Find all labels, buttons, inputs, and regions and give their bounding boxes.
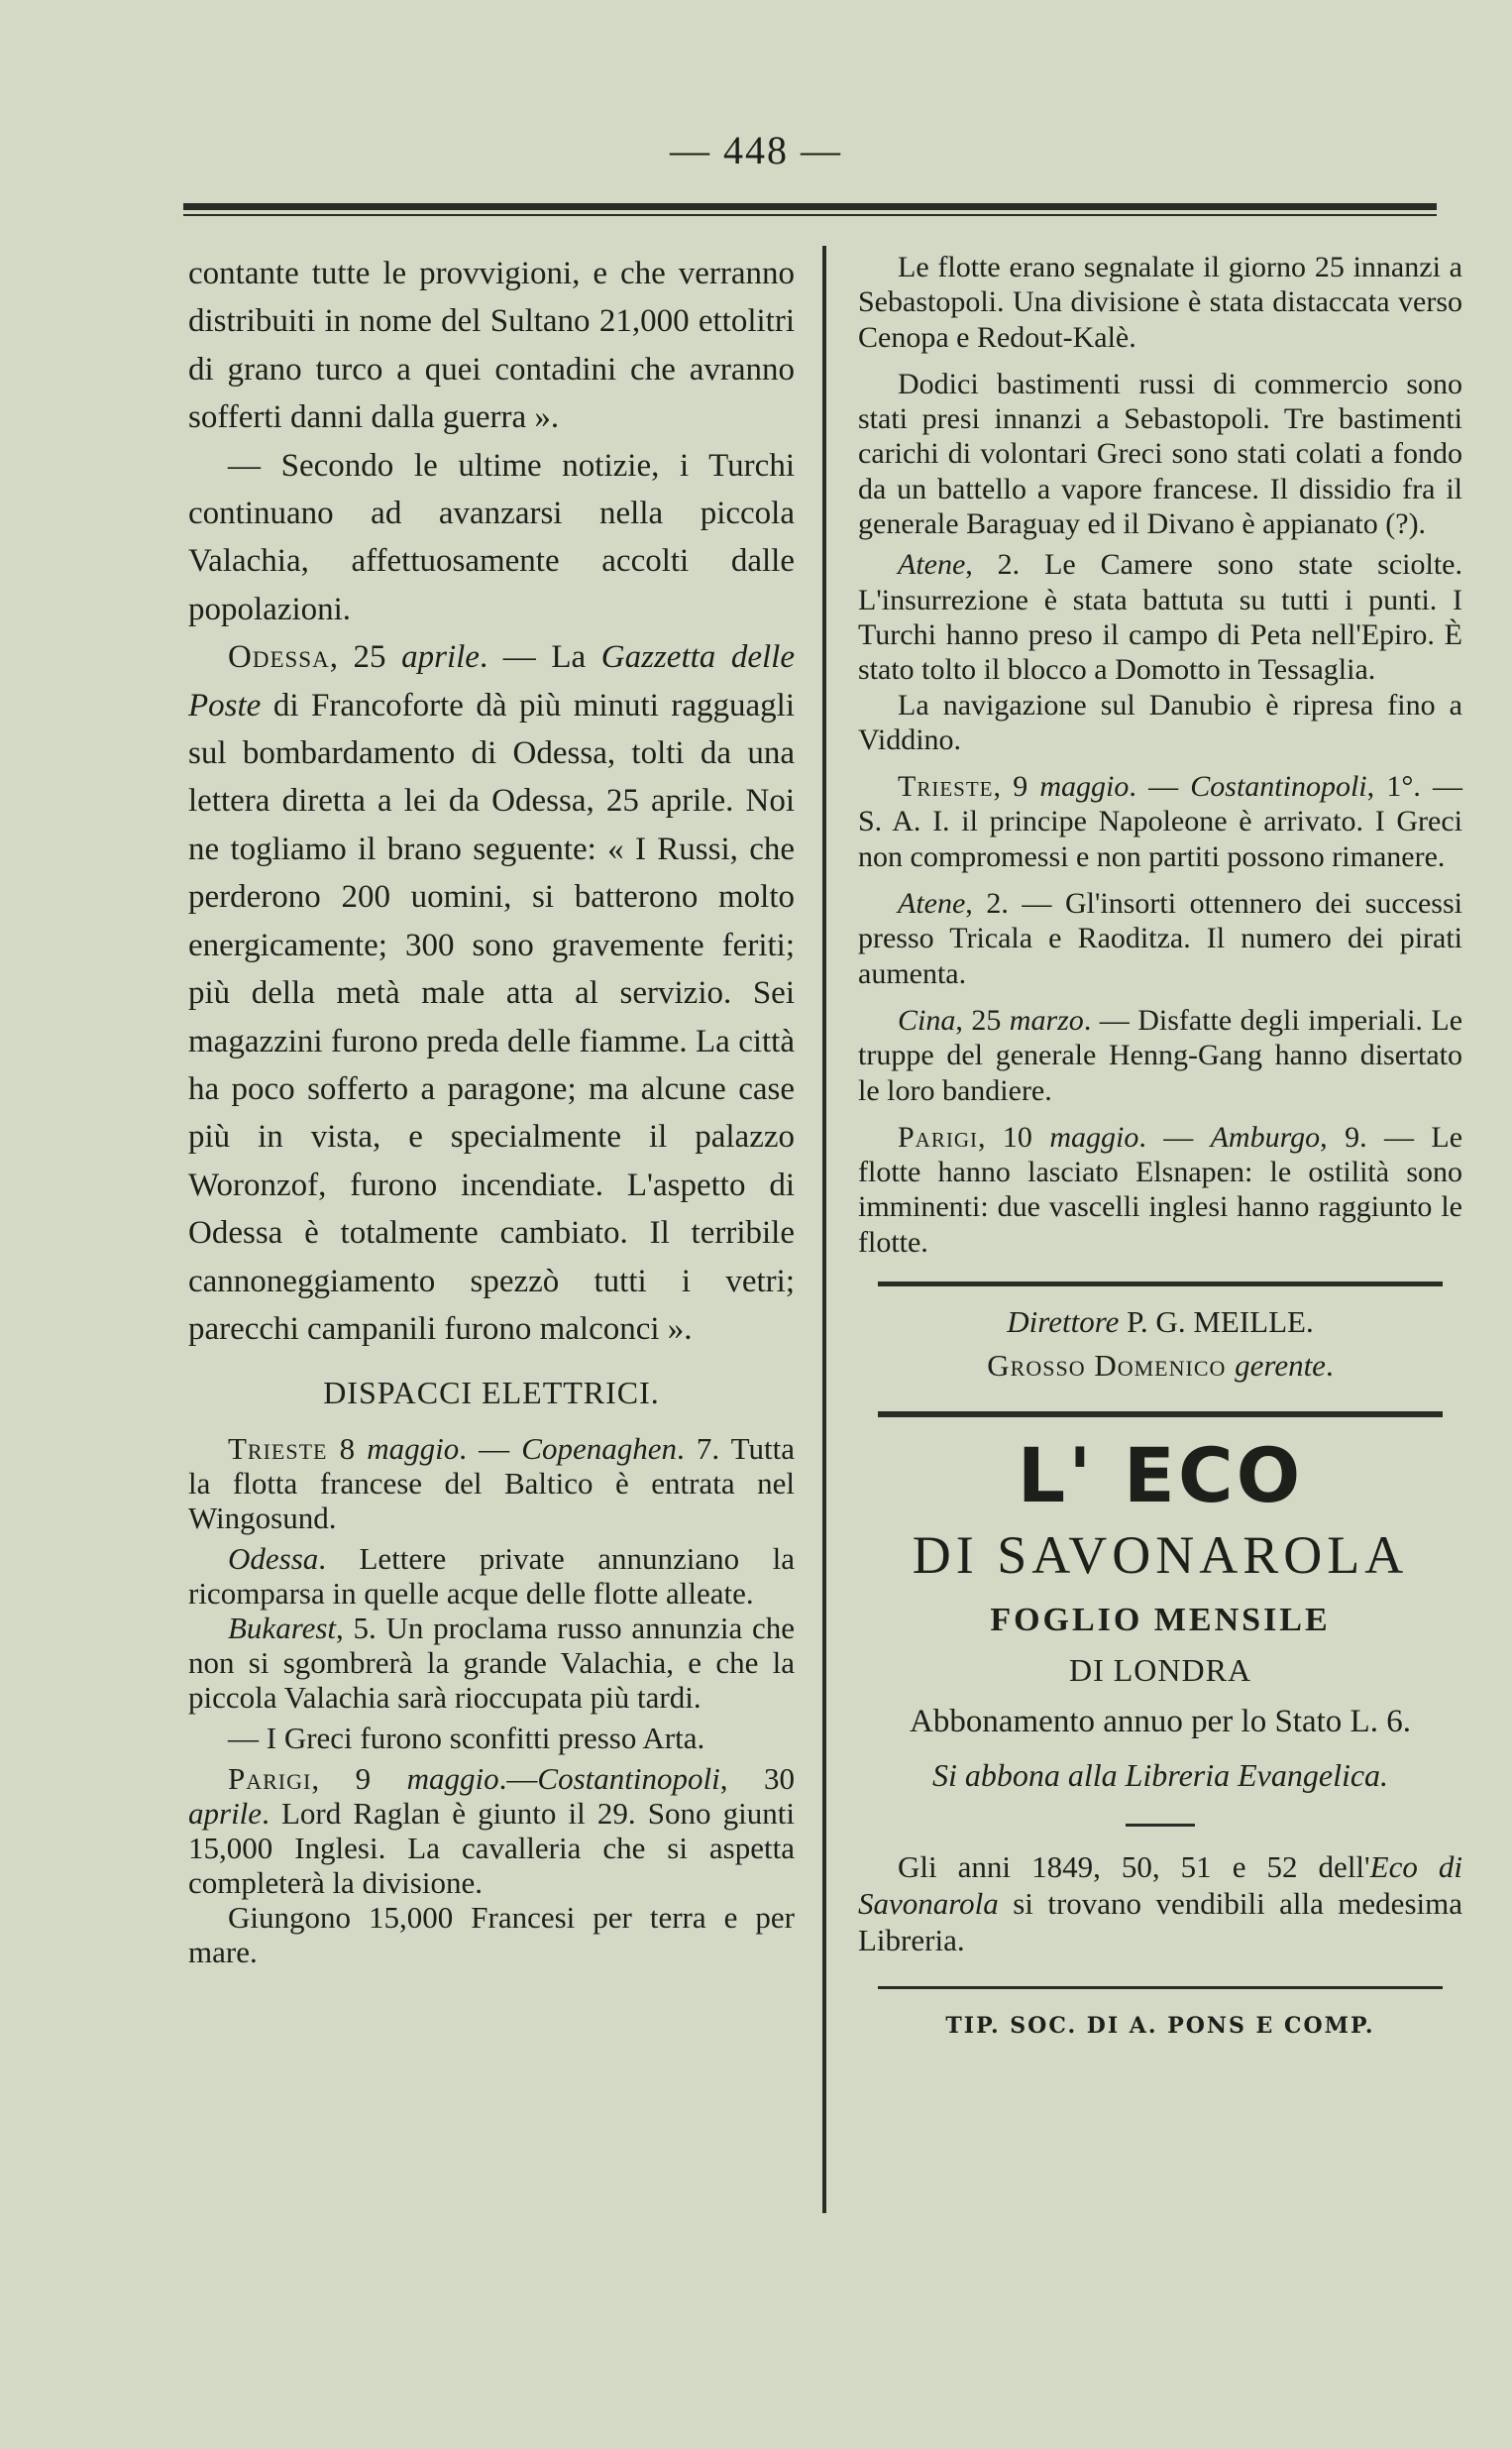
paragraph-danubio: La navigazione sul Danubio è ripresa fino a Viddino.	[858, 688, 1462, 756]
dispatch-francesi: Giungono 15,000 Francesi per terra e per mare.	[188, 1899, 795, 1969]
dispatch-atene-insorti	[858, 886, 1462, 991]
advert-annate-text-end: si trovano vendibili alla medesima Libreria.	[858, 1886, 1462, 1958]
paragraph-turchi-valachia: — Secondo le ultime notizie, i Turchi continuano ad avanzarsi nella piccola Valachia, affettuosamente accolti dalle popolazioni.	[188, 447, 795, 627]
dateline-day: 8	[327, 1430, 368, 1466]
paragraph-bastimenti: Dodici bastimenti russi di commercio sono stati presi innanzi a Sebastopoli. Tre bastimenti carichi di volontari Greci sono stati colati a fondo da un battello a vapore francese. Il dissidio fra il generale Baraguay ed il Divano è appianato (?).	[858, 367, 1462, 541]
dispatch-trieste-9	[858, 769, 1462, 874]
dispatch-city: Costantinopoli	[537, 1760, 720, 1796]
dateline-dash: . — La	[479, 639, 601, 676]
dateline-month: maggio	[1039, 770, 1130, 804]
dateline-dash: .—	[498, 1760, 538, 1796]
dispatch-city: Costantinopoli	[1190, 770, 1367, 804]
advert-short-rule	[1126, 1824, 1195, 1827]
dispatch-city: Amburgo	[1210, 1120, 1321, 1154]
dispatch-bukarest	[188, 1611, 795, 1715]
advert-annate	[858, 1848, 1462, 1958]
dateline-month: maggio	[406, 1760, 499, 1796]
dateline-day: , 9	[993, 770, 1040, 804]
dispatch-city: Bukarest	[228, 1610, 337, 1645]
advert-title: L' ECO	[1017, 1431, 1304, 1520]
dateline-place: Parigi	[898, 1120, 979, 1154]
signature-end: .	[1325, 1348, 1334, 1384]
signature-role: gerente	[1235, 1348, 1326, 1384]
printer-imprint: TIP. SOC. DI A. PONS E COMP.	[945, 2013, 1375, 2040]
dispatch-text: . — Disfatte degli imperiali. Le truppe del generale Henng-Gang hanno disertato le loro bandiere.	[858, 1003, 1463, 1107]
dispatch-odessa	[188, 1541, 795, 1611]
dispatch-parigi-10	[858, 1120, 1462, 1260]
page-number: — 448 —	[670, 128, 842, 172]
header-rule	[183, 203, 1437, 210]
dateline-place: Parigi	[228, 1760, 312, 1796]
dispatch-text: . 7. Tutta la flotta francese del Baltico è entrata nel Wingosund.	[188, 1430, 796, 1535]
advert-eco-savonarola	[858, 1431, 1462, 2044]
signature-direttore	[858, 1300, 1462, 1344]
dispatch-parigi	[188, 1761, 795, 1900]
paragraph-odessa-bombardamento	[188, 633, 795, 1353]
dateline-dash: . —	[459, 1430, 522, 1466]
dispatch-city: Atene	[898, 887, 966, 921]
dateline-month: maggio	[367, 1430, 460, 1466]
dateline-day: , 10	[978, 1120, 1050, 1154]
dateline-dash: . —	[1138, 1120, 1211, 1154]
section-heading-dispacci: DISPACCI ELETTRICI.	[323, 1375, 660, 1411]
dispatch-month: aprile	[188, 1795, 263, 1831]
dateline-month: aprile	[401, 639, 480, 676]
signature-role: Direttore	[1007, 1304, 1120, 1340]
dispatches-block	[188, 1431, 795, 1969]
signature-name: P. G. MEILLE.	[1119, 1304, 1314, 1340]
advert-libreria: Si abbona alla Libreria Evangelica.	[931, 1757, 1389, 1794]
advert-annate-title: Eco di Savonarola	[858, 1849, 1462, 1922]
dispatch-text: . Lord Raglan è giunto il 29. Sono giunti 15,000 Inglesi. La cavalleria che si aspetta completerà la divisione.	[188, 1795, 795, 1900]
dispatch-text: , 9. — Le flotte hanno lasciato Elsnapen: le ostilità sono imminenti: due vascelli inglesi hanno raggiunto le flotte.	[858, 1120, 1463, 1259]
dispatch-text: . Lettere private annunziano la ricomparsa in quelle acque delle flotte alleate.	[188, 1540, 795, 1611]
dateline-place: Trieste	[898, 770, 994, 804]
dispatch-text: , 2. — Gl'insorti ottennero dei successi presso Tricala e Raoditza. Il numero dei pirati aumenta.	[858, 887, 1462, 990]
dispatch-city: Odessa	[228, 1540, 319, 1576]
advert-bottom-rule	[878, 1986, 1443, 1989]
signature-gerente	[858, 1344, 1462, 1388]
advert-top-rule	[878, 1411, 1443, 1417]
signature-name: Grosso Domenico	[987, 1348, 1236, 1384]
paragraph-provvigioni: contante tutte le provvigioni, e che verranno distribuiti in nome del Sultano 21,000 ettolitri di grano turco a quei contadini che avranno sofferti danni dalla guerra ».	[188, 256, 795, 436]
dateline-place: Odessa	[228, 639, 330, 676]
dispatch-trieste	[188, 1431, 795, 1535]
dispatch-month: marzo	[1009, 1003, 1084, 1037]
signature-rule	[878, 1281, 1443, 1286]
dateline-place: Trieste	[228, 1430, 328, 1466]
header-rule-thin	[183, 214, 1437, 216]
left-column	[188, 250, 795, 1969]
advert-abbonamento: Abbonamento annuo per lo Stato L. 6.	[910, 1704, 1411, 1740]
column-divider	[822, 246, 826, 2213]
newspaper-name: Gazzetta delle Poste	[188, 639, 796, 724]
advert-subtitle: DI SAVONAROLA	[912, 1525, 1409, 1586]
advert-annate-text: Gli anni 1849, 50, 51 e 52 dell'	[898, 1849, 1370, 1885]
dispatch-city: Atene	[898, 548, 966, 582]
dispatch-day: , 25	[955, 1003, 1010, 1037]
dateline-dash: . —	[1129, 770, 1191, 804]
paragraph-flotte-sebastopoli: Le flotte erano segnalate il giorno 25 innanzi a Sebastopoli. Una divisione è stata distaccata verso Cenopa e Redout-Kalè.	[858, 251, 1462, 354]
dispatch-text: , 1°. — S. A. I. il principe Napoleone è arrivato. I Greci non compromessi e non partiti possono rimanere.	[858, 770, 1463, 873]
dateline-month: maggio	[1049, 1120, 1139, 1154]
dispatch-city: Copenaghen	[521, 1430, 677, 1466]
right-column	[858, 250, 1462, 2044]
dispatch-atene-camere	[858, 547, 1462, 687]
dispatch-city: Cina	[898, 1003, 956, 1037]
advert-londra: DI LONDRA	[1068, 1652, 1252, 1689]
dateline-day: , 25	[329, 639, 402, 676]
dateline-day: , 9	[311, 1760, 407, 1796]
dispatch-greci-arta: — I Greci furono sconfitti presso Arta.	[228, 1720, 705, 1755]
dispatch-day: , 30	[719, 1760, 795, 1796]
dispatch-text: , 5. Un proclama russo annunzia che non si sgombrerà la grande Valachia, e che la piccola Valachia sarà rioccupata più tardi.	[188, 1610, 795, 1715]
advert-foglio: FOGLIO MENSILE	[990, 1602, 1331, 1639]
dispatch-text: , 2. Le Camere sono state sciolte. L'insurrezione è stata battuta su tutti i punti. I Turchi hanno preso il campo di Peta nell'Epiro. È stato tolto il blocco a Domotto in Tessaglia.	[858, 548, 1462, 687]
dispatch-cina	[858, 1003, 1462, 1108]
paragraph-text: di Francoforte dà più minuti ragguagli sul bombardamento di Odessa, tolti da una lettera diretta a lei da Odessa, 25 aprile. Noi ne togliamo il brano seguente: « I Russi, che perderono 200 uomini, si batterono molto energicamente; 300 sono gravemente feriti; più della metà male atta al servizio. Sei magazzini furono preda delle fiamme. La città ha poco sofferto a paragone; ma alcune case più in vista, e specialmente il palazzo Woronzof, furono incendiate. L'aspetto di Odessa è totalmente cambiato. Il terribile cannoneggiamento spezzò tutti i vetri; parecchi campanili furono malconci ».	[188, 687, 795, 1347]
